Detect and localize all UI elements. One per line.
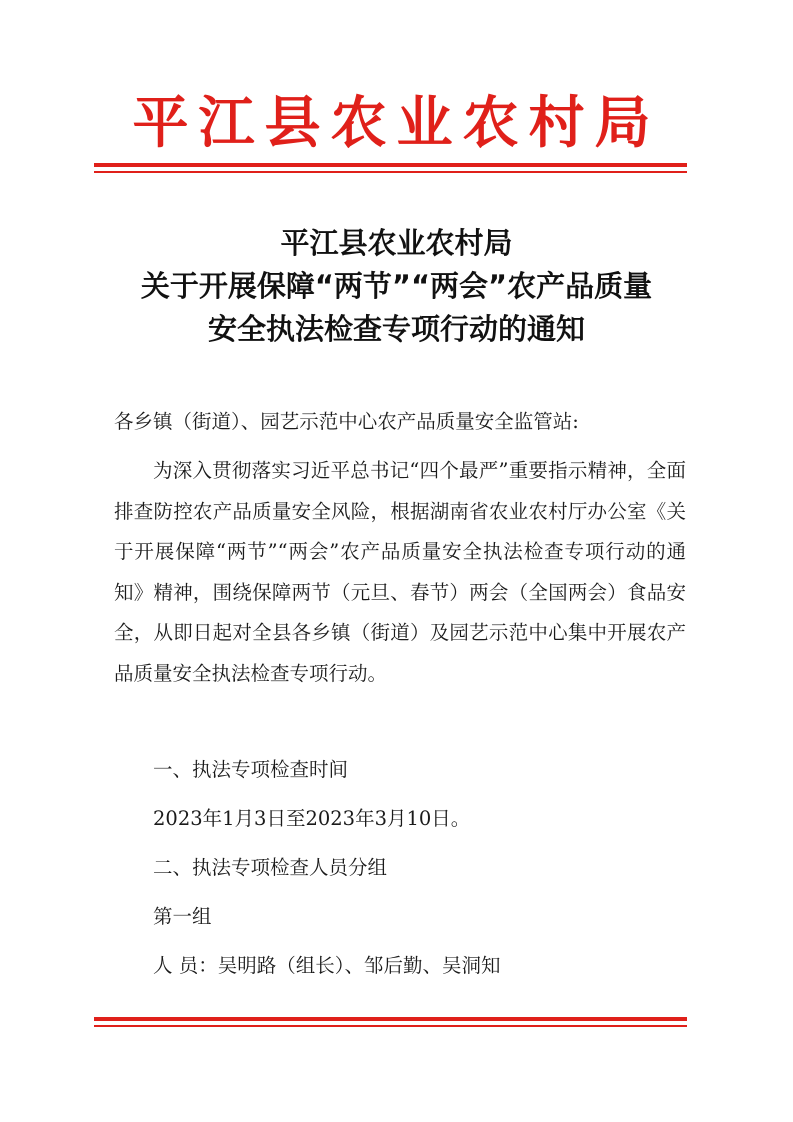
header-red-rule-thin <box>94 171 687 173</box>
org-header-title: 平江县农业农村局 <box>132 90 661 156</box>
footer-red-rule-thin <box>94 1025 687 1027</box>
salutation: 各乡镇（街道）、园艺示范中心农产品质量安全监管站: <box>114 410 579 433</box>
group-1-members: 人 员：吴明路（组长）、邹后勤、吴洞知 <box>153 954 501 977</box>
group-1-label: 第一组 <box>153 905 212 928</box>
header-red-rule-thick <box>94 163 687 167</box>
title-line-2: 关于开展保障“两节”“两会”农产品质量 <box>140 269 653 303</box>
title-line-3: 安全执法检查专项行动的通知 <box>207 312 585 346</box>
document-title <box>0 222 793 351</box>
section-2-heading: 二、执法专项检查人员分组 <box>153 856 388 879</box>
section-1-text: 2023年1月3日至2023年3月10日。 <box>153 807 471 830</box>
body-paragraph: 为深入贯彻落实习近平总书记“四个最严”重要指示精神，全面排查防控农产品质量安全风险，根据湖南省农业农村厅办公室《关于开展保障“两节”“两会”农产品质量安全执法检查专项行动的通知》精神，围绕保障两节（元旦、春节）两会（全国两会）食品安全，从即日起对全县各乡镇（街道）及园艺示范中心集中开展农产品质量安全执法检查专项行动。 <box>114 459 686 685</box>
footer-red-rule-thick <box>94 1017 687 1021</box>
section-1-heading: 一、执法专项检查时间 <box>153 758 349 781</box>
title-line-1: 平江县农业农村局 <box>280 226 513 260</box>
